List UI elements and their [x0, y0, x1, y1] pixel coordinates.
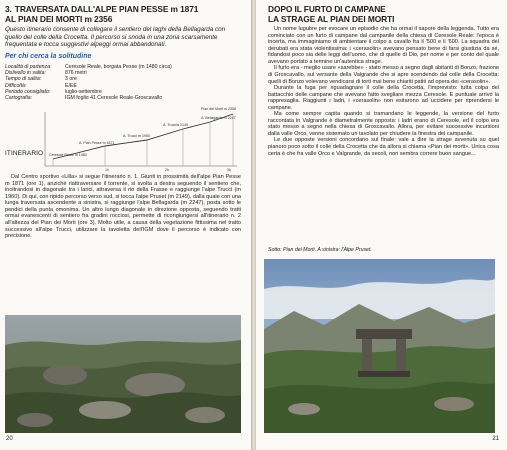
story-paragraph: Ma come sempre capita quando si tramandano le leggende, la versione del furto raccontata in Valgrande è diametralmente opposta: i ladri erano di Ceresole, ed il colpo era stato messo a segno nella chiesa di Groscavallo. Allora, per evitare successive incursioni dalla valle Orco, venne sistemato un tavolato per chiudere la finestra del campanile. [268, 111, 499, 137]
profile-tick: 3h [227, 168, 231, 173]
story-title-line-2: LA STRAGE AL PIAN DEI MORTI [268, 13, 395, 24]
profile-label-pian-pesse: A. Pian Pesse m 1871 [79, 141, 115, 146]
story-paragraph: Un nome lugubre per evocare un episodio che ha ormai il sapore della leggenda. Tutto era cominciato con un furto di campane dal campanile della chiesa di Ceresole Reale: l'epoca è incerta, ma immaginiamo di ambientare il colpo a cavallo fra il '500 e il '600. La squadra dei derubati era stata violentissima: i «cerasolin» avevano pensato bene di farsi giustizia da sé, fidandosi poco sia delle leggi dell'uomo, che di quelle di Dio, per nome e per conto del quale avevano portato a termine un'autentica strage. [268, 26, 499, 65]
elevation-profile-graphic [5, 104, 241, 172]
photo-caption: Sotto: Pian dei Morti. A sinistra: l'Alpe Pruset. [268, 247, 372, 253]
profile-label-trucci: A. Trucci m 1960 [123, 134, 150, 139]
profile-markers [53, 114, 233, 166]
info-label: Tempo di salita: [5, 76, 42, 83]
profile-tick: 1h [105, 168, 109, 173]
itinerary-intro: Questo itinerario consente di collegare il sentiero del laghi della Bellagarda con quello del colle della Crocetta. Il percorso si snoda in una zona scarsamente frequentata e tocca suggestivi alpeggi ormai abbandonati. [5, 26, 226, 49]
elevation-profile [5, 104, 241, 172]
photo-alpe-pruset [5, 315, 241, 433]
info-label: Dislivello in salita: [5, 70, 46, 77]
itinerary-info-table [5, 64, 241, 101]
info-value: Ceresole Reale, borgata Pesse (m 1480 circa) [65, 63, 172, 70]
profile-label-pian-dei-morti: Pian dei Morti m 2356 [201, 107, 236, 112]
info-label: Località di partenza: [5, 63, 52, 70]
info-value: 876 metri [65, 70, 87, 77]
profile-label-start: Ceresole Reale m 1480 [49, 153, 87, 158]
info-value: E/EE [65, 82, 77, 89]
left-page [0, 0, 251, 450]
info-value: luglio-settembre [65, 88, 102, 95]
story-title [268, 5, 499, 24]
itinerary-label: ITINERARIO [5, 150, 44, 158]
itinerary-title [5, 5, 241, 24]
description-paragraph: Dal Centro sportivo «Lilla» si segue l'itinerario n. 1. Giunti in prossimità dell'alpe Pian Pesse m 1871 (ore 1), anziché riattraversare il torrente, si svolta a destra seguendo il sentiero che, inoltrandosi in diagonale tra i larici, attraversa il rio della Frasse e raggiunge l'alpe Trucci (m 1960). Di qui, con ripido percorso verso sud, si tocca l'alpe Pruset (m 2149), dalla quale con una lunga traversata ascendente a sinistra, si raggiunge l'alpe Bellagarda (m 2247), posta sotto le pendici della punta omonima. Un altro lungo diagonale in direzione opposta, seguendo tratti ormai evanescenti di sentiero fra gradini rocciosi, permette di ricongiungersi all'itinerario n. 2 all'altezza del Pian dei Morti (ore 3). Molto utile, a causa della vegetazione fittissima nel tratto successivo all'alpe Trucci, utilizzare la tavoletta dell'IGM dove il percorso è indicato con precisione. [5, 174, 242, 240]
story-paragraph: Il furto era - meglio usare «sarebbe» - stato messo a segno dagli abitanti di Bonzo, frazione di Groscavallo, sul versante della Valgrande che si apre scendendo dal colle della Crocetta: quelli di Bonzo volevano vendicarsi di torti mai bene chiariti patiti ad opera dei «cerasolin». [268, 65, 499, 85]
info-value: IGM foglio 41 Ceresole Reale-Groscavallo [65, 94, 163, 101]
info-label: Periodo consigliato: [5, 88, 51, 95]
profile-tick: 2h [165, 168, 169, 173]
story-text [268, 26, 499, 157]
profile-label-bellagarda: A. Bellagarda m 2247 [201, 116, 236, 121]
story-paragraph: Le due opposte versioni concordano sul finale: vale a dire la strage avvenuta su quel pianoro poco sotto il colle della Crocetta che da allora si chiama «Pian dei morti». Unica cosa certa è che fra valle Orco e Valgrande, da secoli, non sembra correre buon sangue... [268, 137, 499, 157]
info-value: 3 ore [65, 76, 77, 83]
page-number: 21 [492, 436, 499, 442]
itinerary-title-line-1: TRAVERSATA DALL'ALPE PIAN PESSE m 1871 [14, 4, 199, 14]
section-heading: Per chi cerca la solitudine [5, 52, 92, 60]
info-label: Difficoltà: [5, 82, 27, 89]
info-label: Cartografia: [5, 94, 33, 101]
info-row [5, 95, 241, 101]
photo-pian-dei-morti [264, 259, 495, 433]
itinerary-number: 3. [5, 4, 12, 14]
story-paragraph: Durante la fuga per riguadagnare il colle della Crocetta, l'imprevisto: tutta colpa del battacchio delle campane che avevano fatto svegliare mezza Ceresole. E puntuale arrivò la rappresaglia. Raggiunti i ladri, i «cerasolin» non esitarono ad uccidere per riprendersi le campane. [268, 85, 499, 111]
page-number: 20 [6, 436, 13, 442]
itinerary-description [5, 174, 241, 239]
itinerary-title-line-2: AL PIAN DEI MORTI m 2356 [5, 13, 113, 24]
story-title-line-1: DOPO IL FURTO DI CAMPANE [268, 4, 386, 14]
right-page [256, 0, 507, 450]
profile-label-truccia: A. Truccia 2149 [163, 123, 188, 128]
